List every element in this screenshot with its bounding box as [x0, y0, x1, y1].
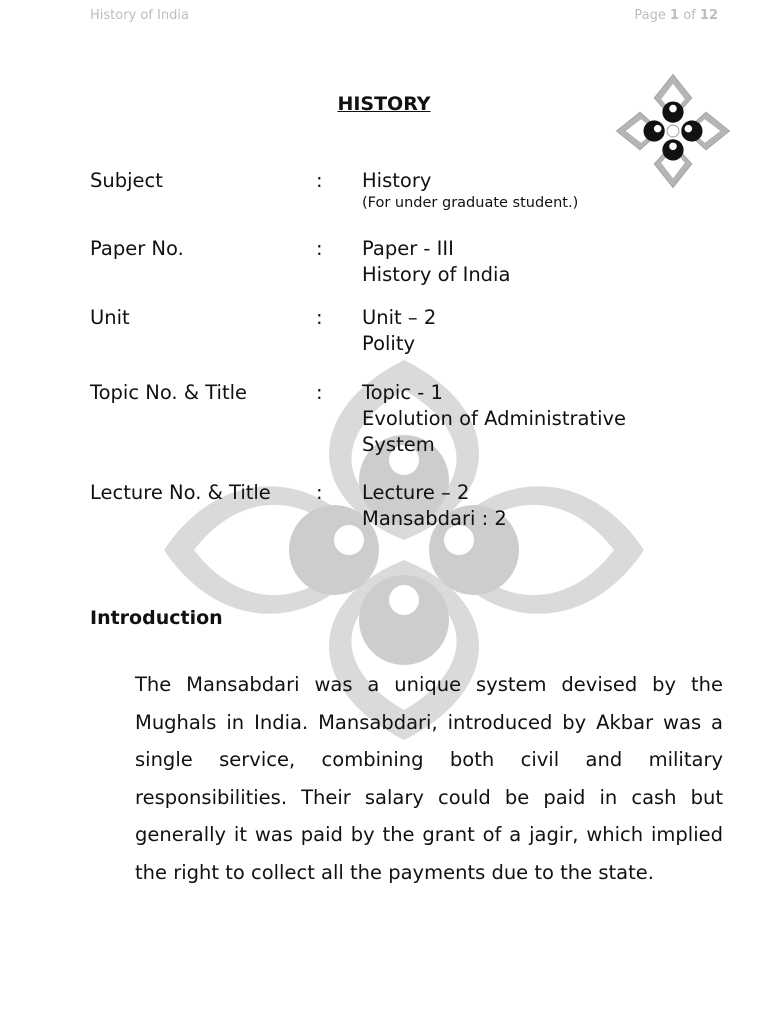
header-document-title: History of India — [90, 8, 189, 23]
paper-title: History of India — [362, 263, 511, 286]
total-pages: 12 — [699, 8, 718, 23]
course-details — [90, 168, 710, 532]
subject-row — [90, 168, 710, 236]
unit-number: Unit – 2 — [362, 306, 437, 329]
lecture-title: Mansabdari : 2 — [362, 507, 507, 530]
separator: : — [316, 381, 323, 404]
running-header — [0, 8, 768, 28]
subject-label: Subject — [90, 169, 163, 192]
separator: : — [316, 169, 323, 192]
paper-row — [90, 236, 710, 305]
document-title: HISTORY — [337, 93, 431, 115]
paper-number: Paper - III — [362, 237, 454, 260]
unit-label: Unit — [90, 306, 130, 329]
section-heading-introduction: Introduction — [90, 607, 223, 629]
unit-row — [90, 305, 710, 380]
lecture-row — [90, 480, 710, 532]
header-page-number: Page 1 of 12 — [634, 8, 718, 23]
introduction-paragraph: The Mansabdari was a unique system devised by the Mughals in India. Mansabdari, introduced by Akbar was a single service, combining both civil and military responsibilities. Their salary could be paid in cash but generally it was paid by the grant of a jagir, which implied the right to collect all the payments due to the state. — [135, 673, 723, 884]
topic-row — [90, 380, 710, 480]
separator: : — [316, 481, 323, 504]
subject-value: History — [362, 169, 432, 192]
unit-title: Polity — [362, 332, 416, 355]
topic-label: Topic No. & Title — [90, 381, 248, 404]
lecture-number: Lecture – 2 — [362, 481, 470, 504]
topic-number: Topic - 1 — [362, 381, 443, 404]
separator: : — [316, 306, 323, 329]
paper-label: Paper No. — [90, 237, 184, 260]
current-page: 1 — [670, 8, 680, 23]
subject-note: (For under graduate student.) — [362, 195, 579, 211]
separator: : — [316, 237, 323, 260]
topic-title-line-1: Evolution of Administrative — [362, 407, 627, 430]
topic-title-line-2: System — [362, 433, 435, 456]
lecture-label: Lecture No. & Title — [90, 481, 271, 504]
